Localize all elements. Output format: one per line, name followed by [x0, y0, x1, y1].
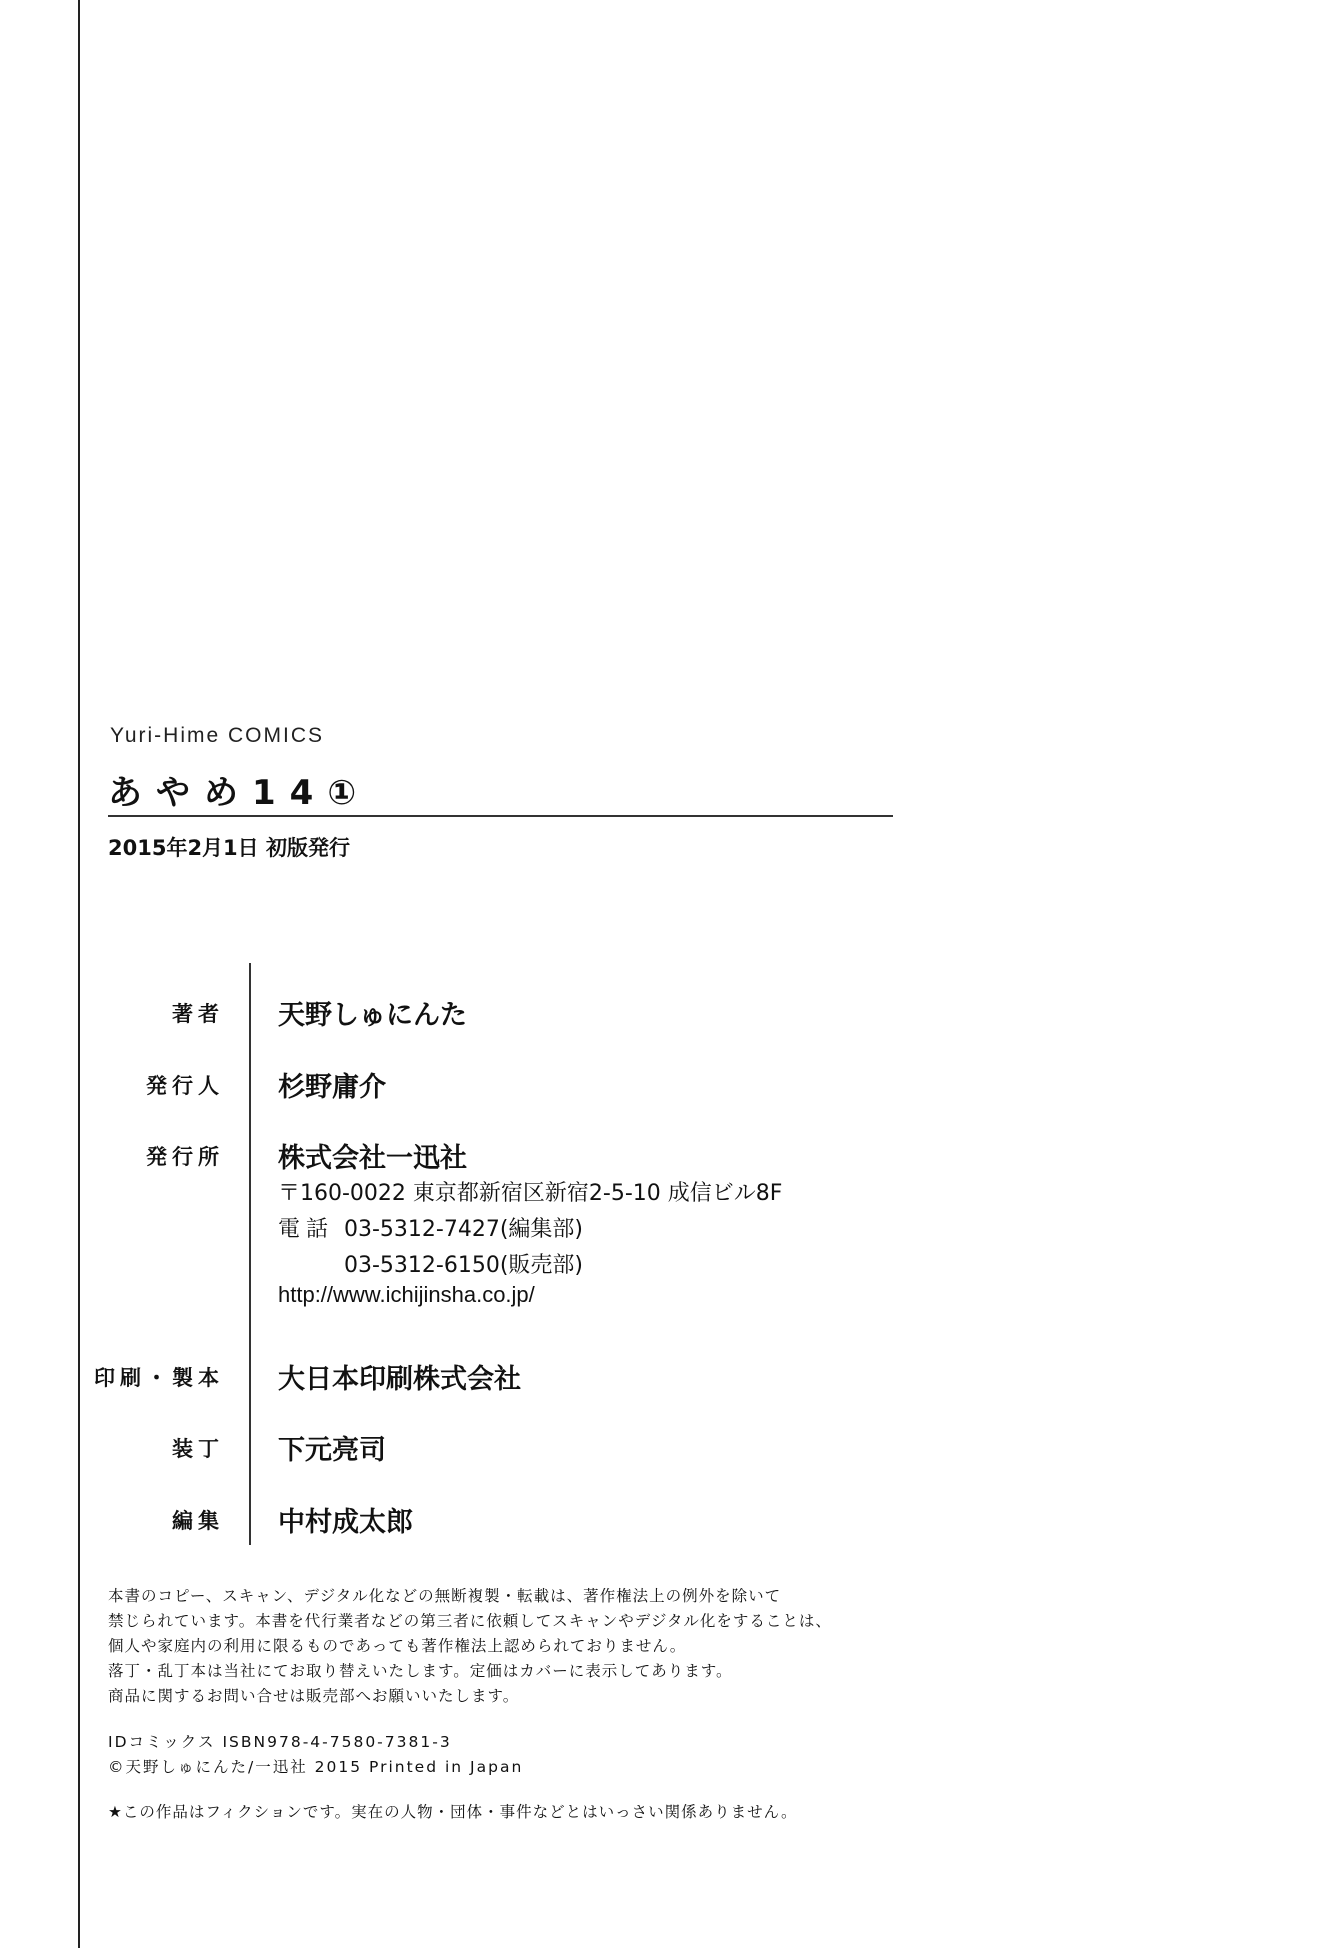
- fiction-notice: ★この作品はフィクションです。実在の人物・団体・事件などとはいっさい関係ありません。: [108, 1803, 798, 1821]
- copyright-notice: [108, 1584, 1258, 1709]
- notice-line: 個人や家庭内の利用に限るものであっても著作権法上認められておりません。: [108, 1637, 687, 1655]
- editor-label: 編集: [172, 1509, 224, 1533]
- copyright-line: ©天野しゅにんた/一迅社 2015 Printed in Japan: [108, 1758, 524, 1776]
- author-name: 天野しゅにんた: [278, 1000, 467, 1031]
- credits-divider: [249, 963, 251, 1545]
- notice-line: 禁じられています。本書を代行業者などの第三者に依頼してスキャンやデジタル化をすることは、: [108, 1612, 832, 1630]
- title-divider: [108, 815, 893, 817]
- phone-label: 電話: [278, 1217, 335, 1242]
- notice-line: 本書のコピー、スキャン、デジタル化などの無断複製・転載は、著作権法上の例外を除いて: [108, 1587, 782, 1605]
- publisher-company-name: 株式会社一迅社: [278, 1143, 467, 1174]
- phone-sales: 03-5312-6150(販売部): [344, 1253, 584, 1278]
- isbn-block: [108, 1730, 523, 1780]
- publisher-url: http://www.ichijinsha.co.jp/: [278, 1282, 535, 1307]
- notice-line: 商品に関するお問い合せは販売部へお願いいたします。: [108, 1687, 520, 1705]
- page-spine-line: [78, 0, 80, 1948]
- publisher-person-name: 杉野庸介: [278, 1072, 386, 1103]
- publisher-person-label: 発行人: [146, 1074, 224, 1098]
- design-label: 装丁: [172, 1437, 224, 1461]
- designer-name: 下元亮司: [278, 1435, 386, 1466]
- notice-line: 落丁・乱丁本は当社にてお取り替えいたします。定価はカバーに表示してあります。: [108, 1662, 733, 1680]
- publisher-company-label: 発行所: [146, 1145, 224, 1169]
- printing-label: 印刷・製本: [94, 1366, 224, 1390]
- editor-name: 中村成太郎: [278, 1507, 413, 1538]
- series-name: Yuri-Hime COMICS: [110, 724, 325, 747]
- book-title: あやめ14①: [108, 773, 371, 813]
- author-label: 著者: [172, 1002, 224, 1026]
- publisher-address: 〒160-0022 東京都新宿区新宿2-5-10 成信ビル8F: [278, 1181, 783, 1206]
- printing-company: 大日本印刷株式会社: [278, 1364, 521, 1395]
- publication-date: 2015年2月1日 初版発行: [108, 836, 350, 860]
- isbn: IDコミックス ISBN978-4-7580-7381-3: [108, 1733, 452, 1751]
- phone-editorial: 03-5312-7427(編集部): [344, 1217, 584, 1242]
